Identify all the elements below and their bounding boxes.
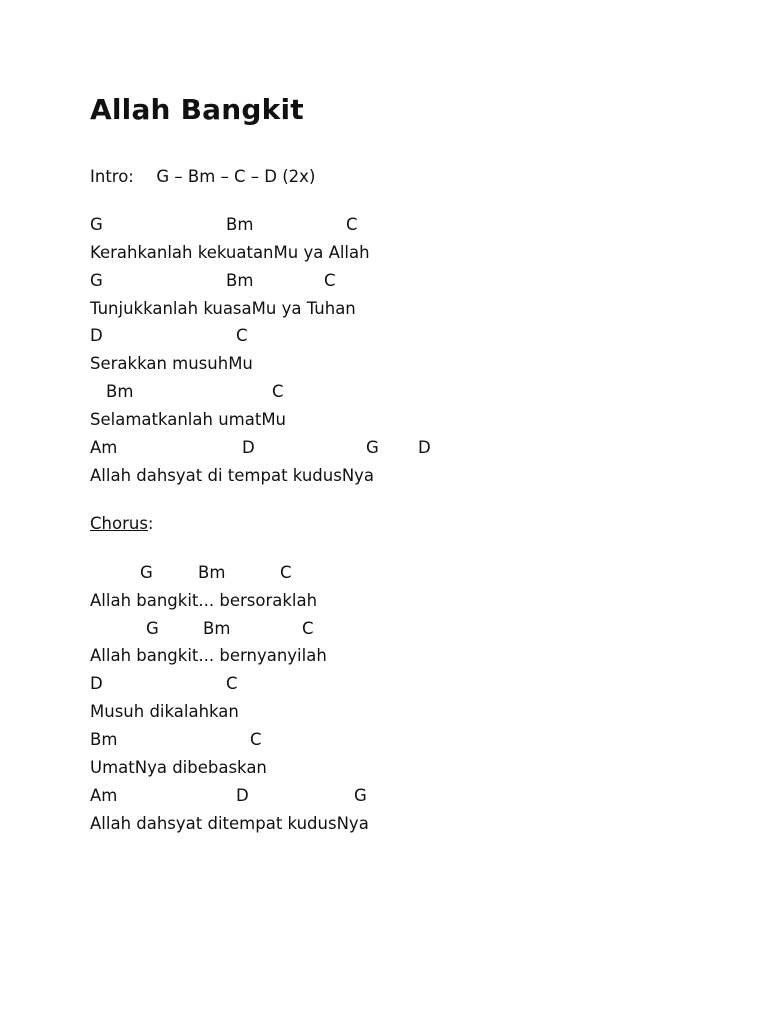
chord: D bbox=[236, 786, 249, 805]
intro-line bbox=[90, 167, 315, 187]
chord: Am bbox=[90, 438, 118, 457]
song-title: Allah Bangkit bbox=[90, 93, 304, 126]
chord: C bbox=[226, 674, 238, 693]
chord: Bm bbox=[226, 215, 254, 234]
chord: C bbox=[236, 326, 248, 345]
chord: G bbox=[90, 215, 103, 234]
chord: Bm bbox=[90, 730, 118, 749]
chorus-label-colon: : bbox=[147, 514, 154, 533]
chord: C bbox=[272, 382, 284, 401]
lyric-line: Allah bangkit... bernyanyilah bbox=[90, 646, 327, 665]
chorus-label bbox=[90, 514, 153, 534]
chord: C bbox=[280, 563, 292, 582]
chord: D bbox=[90, 674, 103, 693]
chord: Bm bbox=[203, 619, 231, 638]
chord: C bbox=[302, 619, 314, 638]
chord: G bbox=[354, 786, 367, 805]
chord: G bbox=[90, 271, 103, 290]
lyric-line: Allah dahsyat ditempat kudusNya bbox=[90, 814, 369, 833]
intro-chords: G – Bm – C – D (2x) bbox=[156, 167, 316, 186]
chord: G bbox=[146, 619, 159, 638]
lyric-line: Allah bangkit... bersoraklah bbox=[90, 591, 318, 610]
chord: Bm bbox=[198, 563, 226, 582]
intro-label: Intro: bbox=[90, 167, 134, 186]
chord: C bbox=[250, 730, 262, 749]
lyric-line: Selamatkanlah umatMu bbox=[90, 410, 287, 429]
chord: G bbox=[366, 438, 379, 457]
chord: D bbox=[418, 438, 431, 457]
chord: C bbox=[346, 215, 358, 234]
chord: D bbox=[242, 438, 255, 457]
chorus-label-text: Chorus bbox=[90, 514, 148, 533]
chord: C bbox=[324, 271, 336, 290]
lyric-line: Allah dahsyat di tempat kudusNya bbox=[90, 466, 375, 485]
chord: D bbox=[90, 326, 103, 345]
lyric-line: Tunjukkanlah kuasaMu ya Tuhan bbox=[90, 299, 356, 318]
lyric-line: Kerahkanlah kekuatanMu ya Allah bbox=[90, 243, 370, 262]
chord: Am bbox=[90, 786, 118, 805]
chord: Bm bbox=[106, 382, 134, 401]
chord: G bbox=[140, 563, 153, 582]
lyric-line: Serakkan musuhMu bbox=[90, 354, 253, 373]
lyric-line: UmatNya dibebaskan bbox=[90, 758, 267, 777]
chord: Bm bbox=[226, 271, 254, 290]
lyric-line: Musuh dikalahkan bbox=[90, 702, 239, 721]
